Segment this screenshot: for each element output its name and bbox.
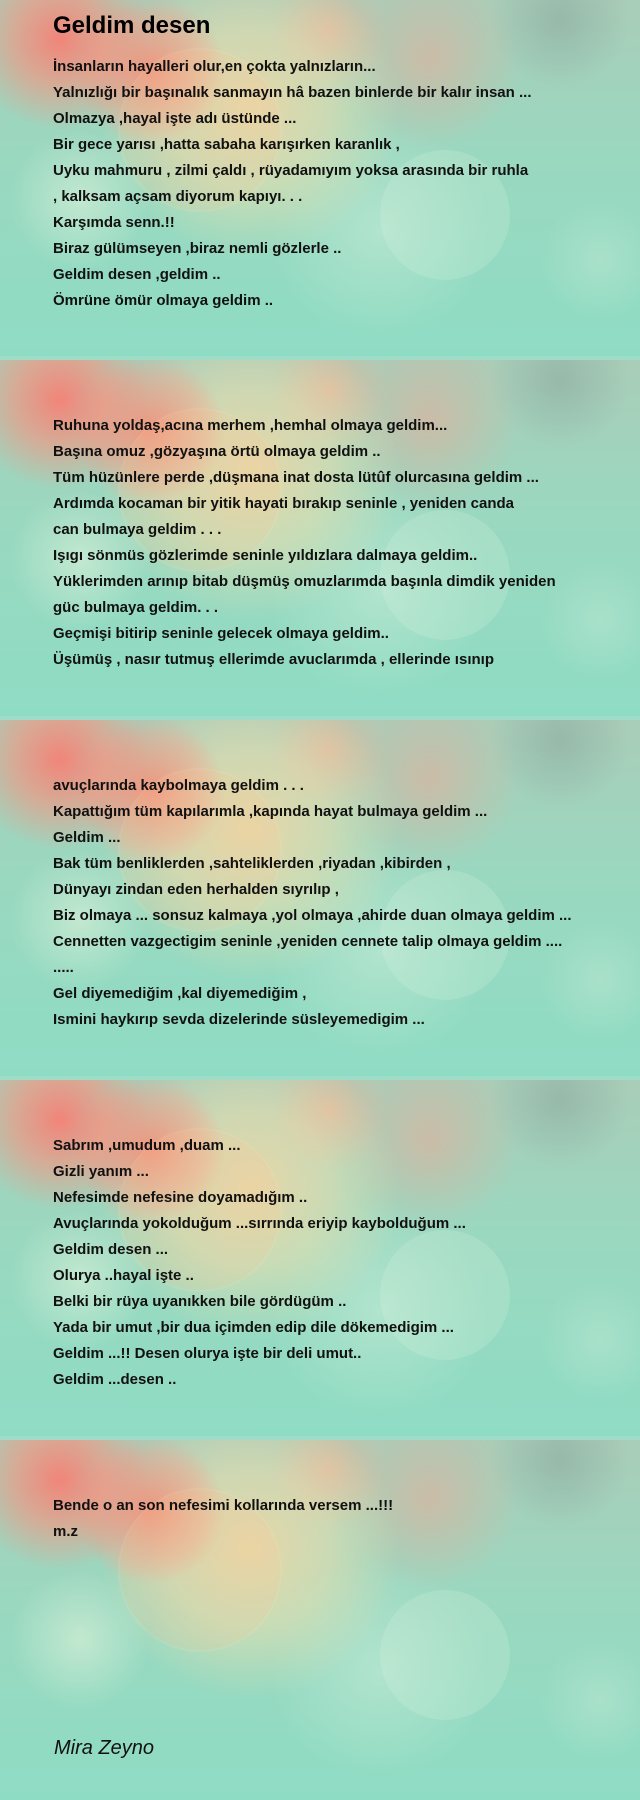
poem-line: Biraz gülümseyen ,biraz nemli gözlerle ..	[53, 240, 342, 257]
poem-page-4	[0, 1080, 640, 1436]
poem-line: Başına omuz ,gözyaşına örtü olmaya geldim ..	[53, 443, 381, 460]
poem-line: Işıgı sönmüs gözlerimde seninle yıldızlara dalmaya geldim..	[53, 547, 478, 564]
poem-line: Yüklerimden arınıp bitab düşmüş omuzlarımda başınla dimdik yeniden	[53, 573, 556, 590]
poem-line: Yada bir umut ,bir dua içimden edip dile dökemedigim ...	[53, 1319, 454, 1336]
poem-line: Bak tüm benliklerden ,sahteliklerden ,riyadan ,kibirden ,	[53, 855, 451, 872]
poem-line: Ruhuna yoldaş,acına merhem ,hemhal olmaya geldim...	[53, 417, 448, 434]
poem-line: m.z	[53, 1523, 79, 1540]
poem-line: Geldim ...	[53, 829, 121, 846]
poem-page-2	[0, 360, 640, 716]
poem-line: Nefesimde nefesine doyamadığım ..	[53, 1189, 308, 1206]
poem-line: İnsanların hayalleri olur,en çokta yalnızların...	[53, 58, 376, 75]
poem-line: avuçlarında kaybolmaya geldim . . .	[53, 777, 304, 794]
stanza-2	[53, 413, 630, 673]
poem-line: Ardımda kocaman bir yitik hayati bırakıp seninle , yeniden canda	[53, 495, 514, 512]
poem-line: Bende o an son nefesimi kollarında versem ...!!!	[53, 1497, 394, 1514]
poem-line: Kapattığım tüm kapılarımla ,kapında hayat bulmaya geldim ...	[53, 803, 488, 820]
poem-line: Gel diyemediğim ,kal diyemediğim ,	[53, 985, 307, 1002]
poem-page-3	[0, 720, 640, 1076]
poem-line: Gizli yanım ...	[53, 1163, 149, 1180]
poem-line: Geçmişi bitirip seninle gelecek olmaya geldim..	[53, 625, 389, 642]
poem-page-5	[0, 1440, 640, 1800]
poem-line: Yalnızlığı bir başınalık sanmayın hâ bazen binlerde bir kalır insan ...	[53, 84, 532, 101]
poem-line: Biz olmaya ... sonsuz kalmaya ,yol olmaya ,ahirde duan olmaya geldim ...	[53, 907, 572, 924]
poem-line: Ömrüne ömür olmaya geldim ..	[53, 292, 274, 309]
poem-line: .....	[53, 959, 74, 976]
poem-line: can bulmaya geldim . . .	[53, 521, 222, 538]
stanza-1	[53, 54, 630, 314]
stanza-5	[53, 1493, 630, 1545]
poem-line: Geldim desen ,geldim ..	[53, 266, 221, 283]
poem-line: güc bulmaya geldim. . .	[53, 599, 219, 616]
stanza-3	[53, 773, 630, 1033]
poem-line: Olmazya ,hayal işte adı üstünde ...	[53, 110, 297, 127]
poem-line: Sabrım ,umudum ,duam ...	[53, 1137, 241, 1154]
poem-line: Bir gece yarısı ,hatta sabaha karışırken karanlık ,	[53, 136, 400, 153]
poem-line: Geldim desen ...	[53, 1241, 169, 1258]
poem-line: Geldim ...!! Desen olurya işte bir deli umut..	[53, 1345, 362, 1362]
poem-line: Tüm hüzünlere perde ,düşmana inat dosta lütûf olurcasına geldim ...	[53, 469, 539, 486]
poem-line: Geldim ...desen ..	[53, 1371, 177, 1388]
poem-line: Olurya ..hayal işte ..	[53, 1267, 194, 1284]
poem-line: Karşımda senn.!!	[53, 214, 175, 231]
poem-line: Belki bir rüya uyanıkken bile gördügüm ..	[53, 1293, 347, 1310]
poem-line: , kalksam açsam diyorum kapıyı. . .	[53, 188, 303, 205]
stanza-4	[53, 1133, 630, 1393]
poem-line: Dünyayı zindan eden herhalden sıyrılıp ,	[53, 881, 339, 898]
poem-title: Geldim desen	[53, 12, 211, 39]
poem-line: Üşümüş , nasır tutmuş ellerimde avuclarımda , ellerinde ısınıp	[53, 651, 494, 668]
poem-line: Avuçlarında yokolduğum ...sırrında eriyip kaybolduğum ...	[53, 1215, 466, 1232]
poem-page-1	[0, 0, 640, 356]
poem-line: Ismini haykırıp sevda dizelerinde süsleyemedigim ...	[53, 1011, 425, 1028]
poem-author: Mira Zeyno	[54, 1737, 155, 1759]
poem-line: Uyku mahmuru , zilmi çaldı , rüyadamıyım yoksa arasında bir ruhla	[53, 162, 529, 179]
poem-line: Cennetten vazgectigim seninle ,yeniden cennete talip olmaya geldim ....	[53, 933, 563, 950]
